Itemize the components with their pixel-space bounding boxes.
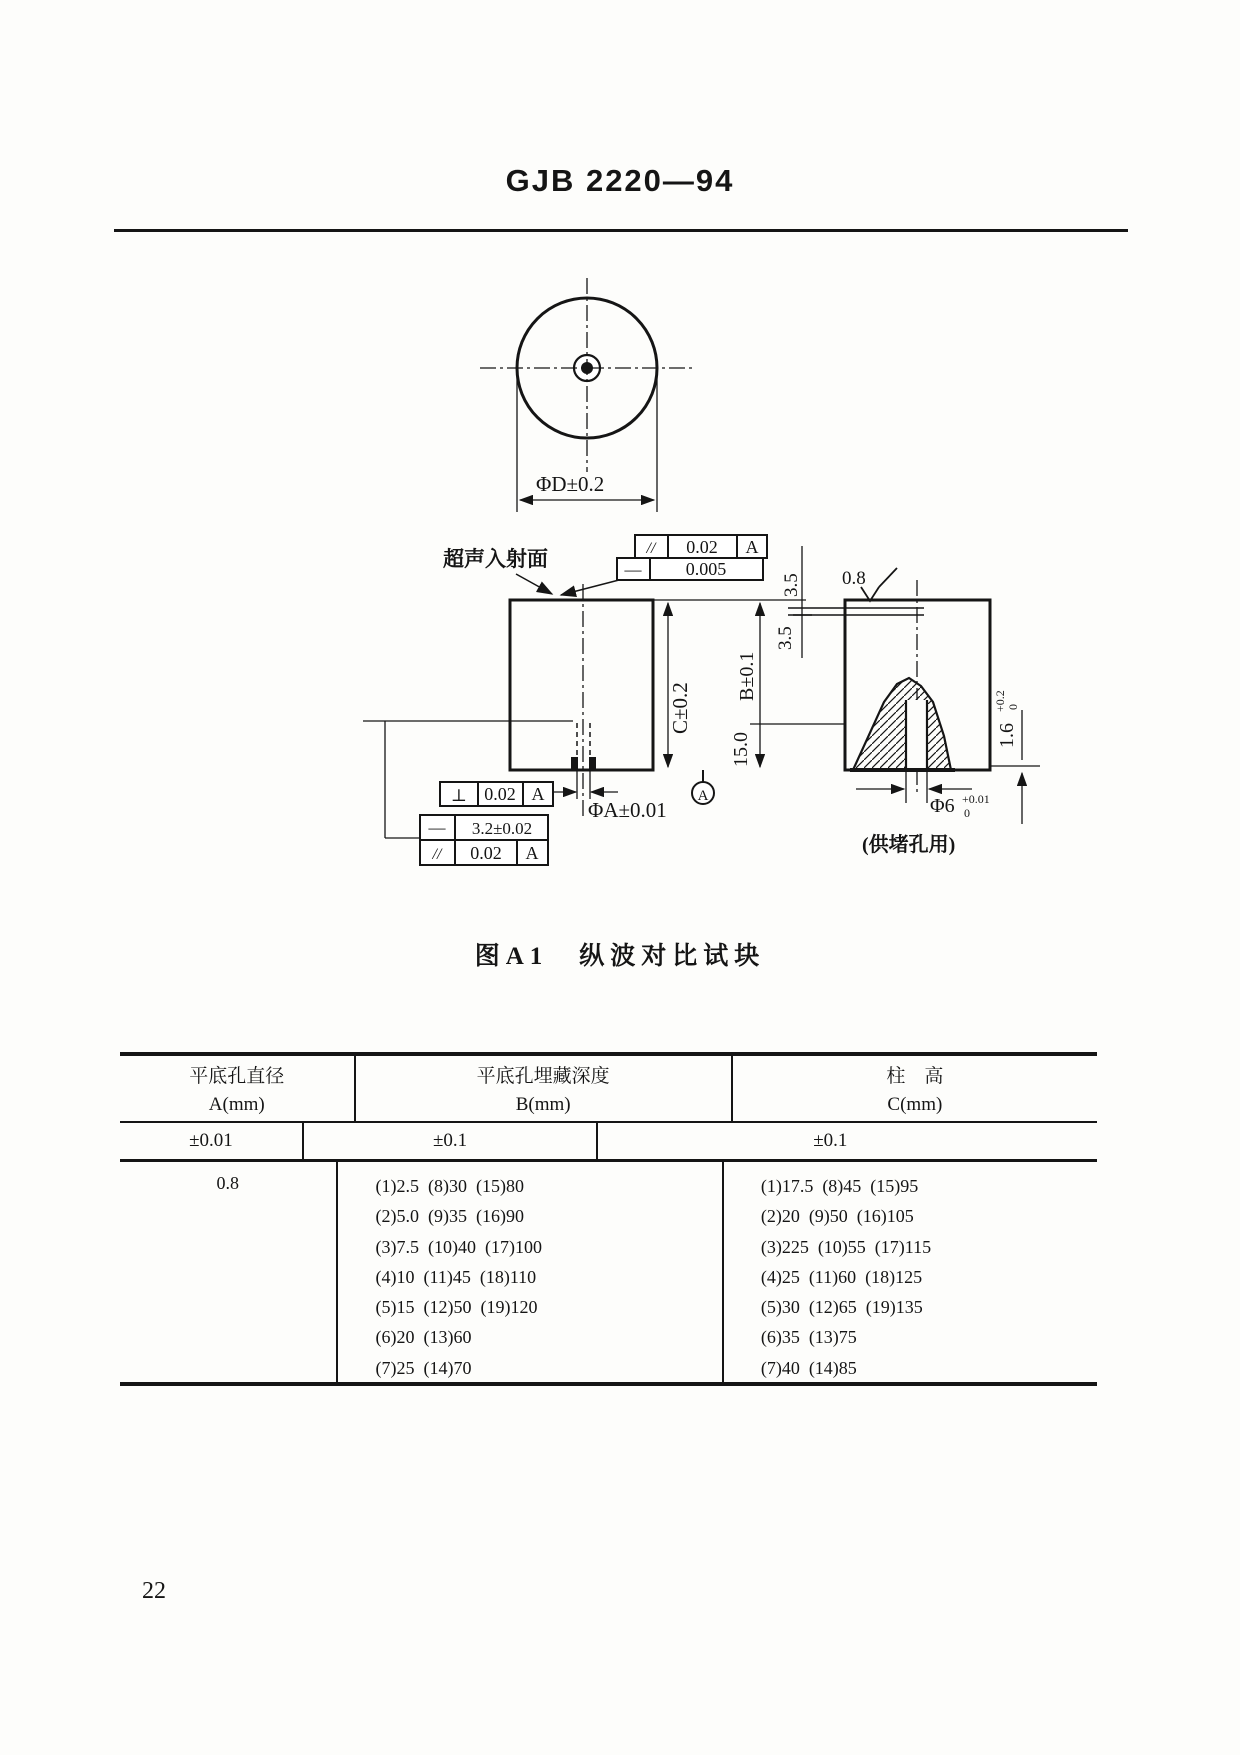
c-line: (2)20 (9)50 (16)105 <box>760 1206 914 1227</box>
dim-35-upper-label: 3.5 <box>781 573 802 597</box>
leader-line <box>516 574 552 594</box>
col-a-title: 平底孔直径 <box>189 1066 285 1088</box>
c-line: (4)25 (11)60 (18)125 <box>760 1266 923 1287</box>
c-line: (3)225 (10)55 (17)115 <box>760 1236 932 1257</box>
plug-section-hatch <box>853 678 951 770</box>
page-number: 22 <box>142 1578 166 1604</box>
spec-table <box>120 1052 1097 1386</box>
side-view <box>730 546 1040 856</box>
parallelism-symbol: // <box>432 846 442 863</box>
table-header-row <box>120 1056 1097 1121</box>
table-data-row <box>120 1159 1097 1382</box>
standard-number: GJB 2220—94 <box>505 163 735 198</box>
b-line: (7)25 (14)70 <box>375 1357 472 1378</box>
fcf-datum: A <box>745 537 759 557</box>
fcf-top-stack <box>561 535 767 595</box>
perpendicularity-symbol: ⊥ <box>451 786 467 805</box>
fcf-value: 0.02 <box>484 784 516 804</box>
dim-a-label: ΦA±0.01 <box>588 798 667 822</box>
col-b-header <box>354 1056 731 1121</box>
col-b-title: 平底孔埋藏深度 <box>476 1066 610 1088</box>
col-c-tolerance: ±0.1 <box>596 1123 1097 1159</box>
hole-mark <box>571 757 578 769</box>
fcf-stack <box>420 815 548 865</box>
dim-d-label: ΦD±0.2 <box>536 472 605 496</box>
roughness-symbol <box>842 568 897 601</box>
b-line: (2)5.0 (9)35 (16)90 <box>375 1206 524 1227</box>
dim-35-lower-label: 3.5 <box>775 626 796 650</box>
leader-line <box>561 580 619 595</box>
col-a-unit: A(mm) <box>208 1093 265 1115</box>
b-line: (1)2.5 (8)30 (15)80 <box>375 1176 524 1196</box>
col-c-unit: C(mm) <box>887 1093 943 1115</box>
dim-phi6-sup: +0.01 <box>962 792 990 806</box>
roughness-check-icon <box>879 568 897 587</box>
col-c-header <box>731 1056 1097 1121</box>
col-b-tolerance: ±0.1 <box>302 1123 596 1159</box>
top-view <box>480 278 695 512</box>
plug-note-label: (供堵孔用) <box>862 834 956 856</box>
c-line: (1)17.5 (8)45 (15)95 <box>760 1176 919 1196</box>
fcf-value: 0.005 <box>685 559 727 579</box>
dim-c-label: C±0.2 <box>668 682 692 734</box>
dim-16-sub: 0 <box>1006 704 1020 710</box>
incidence-surface-label: 超声入射面 <box>443 547 548 571</box>
dim-16-label <box>993 690 1020 748</box>
b-line: (5)15 (12)50 (19)120 <box>375 1297 538 1318</box>
technical-drawing <box>300 230 1060 910</box>
col-a-tolerance: ±0.01 <box>189 1130 233 1151</box>
cell-b-values <box>336 1162 722 1382</box>
c-line: (5)30 (12)65 (19)135 <box>760 1297 923 1318</box>
col-a-header <box>120 1056 354 1121</box>
cell-c-values <box>722 1162 1097 1382</box>
dim-phi6-label <box>930 792 990 820</box>
dim-16-sup: +0.2 <box>993 690 1007 712</box>
dim-phi6-base: Φ6 <box>930 795 955 817</box>
cell-a-value: 0.8 <box>216 1173 239 1193</box>
roughness-value: 0.8 <box>842 568 866 589</box>
dim-16-base: 1.6 <box>996 723 1018 748</box>
col-b-unit: B(mm) <box>515 1093 571 1115</box>
fcf-perpendicular <box>440 782 553 806</box>
straightness-symbol: — <box>428 818 446 837</box>
dim-15-label: 15.0 <box>730 732 752 767</box>
fcf-value: 3.2±0.02 <box>471 819 533 838</box>
b-line: (3)7.5 (10)40 (17)100 <box>375 1236 542 1257</box>
block-outline <box>510 600 653 770</box>
parallelism-symbol: // <box>646 540 656 557</box>
datum-a-label: A <box>697 788 709 804</box>
col-c-title: 柱 高 <box>886 1066 944 1088</box>
fcf-datum: A <box>525 843 539 863</box>
b-line: (6)20 (13)60 <box>375 1327 472 1348</box>
datum-a <box>692 770 714 804</box>
dim-b-label: B±0.1 <box>736 651 758 701</box>
fcf-datum: A <box>531 784 545 804</box>
c-line: (6)35 (13)75 <box>760 1327 857 1348</box>
dim-phi6-sub: 0 <box>964 806 970 820</box>
b-line: (4)10 (11)45 (18)110 <box>375 1266 537 1287</box>
c-line: (7)40 (14)85 <box>760 1357 857 1378</box>
figure-caption: 图A1 纵波对比试块 <box>474 943 766 970</box>
fcf-value: 0.02 <box>470 843 502 863</box>
flatness-symbol: — <box>624 560 642 579</box>
table-tolerance-row <box>120 1121 1097 1159</box>
hole-mark <box>589 757 596 769</box>
plug-hole <box>906 700 927 769</box>
fcf-value: 0.02 <box>686 537 718 557</box>
